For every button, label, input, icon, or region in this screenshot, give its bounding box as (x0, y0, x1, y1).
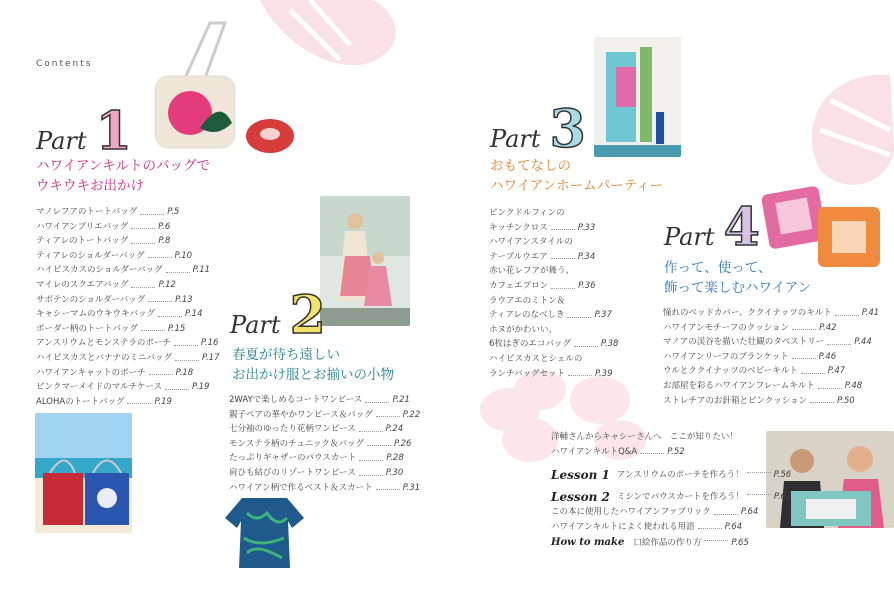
part3-title: おもてなしの ハワイアンホームパーティー (490, 158, 664, 194)
list-item: ホヌがかわいい、 (489, 324, 558, 335)
list-item[interactable]: 憧れのベッドカバー、ククイナッツのキルト P.41 (663, 308, 880, 318)
mother-daughter-photo (320, 196, 410, 326)
list-item[interactable]: ピンクマーメイドのマルチケース P.19 (36, 382, 210, 393)
list-item: ハイビスカスとシェルの (489, 353, 583, 364)
list-item[interactable]: キャシーマムのウキウキバッグ P.14 (36, 309, 203, 320)
list-item[interactable]: ハワイアン柄で作るベスト＆スカート P.31 (229, 482, 421, 493)
monstera-leaf-decoration (790, 70, 894, 190)
list-item[interactable]: 肩ひも結びのリゾートワンピース P.30 (229, 467, 404, 478)
list-item[interactable]: ハワイアンモチーフのクッション P.42 (663, 322, 837, 333)
list-item[interactable]: 親子ペアの華やかワンピース＆バッグ P.22 (229, 409, 421, 420)
list-item[interactable]: お部屋を彩るハワイアンフレームキルト P.48 (663, 380, 863, 391)
part2-title: 春夏が待ち遠しい お出かけ服とお揃いの小物 (232, 347, 394, 383)
list-item[interactable]: 2WAYで楽しめるコートワンピース P.21 (229, 395, 410, 405)
qa-intro: 洋輔さんからキャシーさんへ ここが知りたい！ (551, 432, 738, 442)
part1-title: ハワイアンキルトのバッグで ウキウキお出かけ (36, 158, 211, 194)
list-item[interactable]: ハワイアンキャットのポーチ P.18 (36, 367, 194, 378)
list-item[interactable]: モンステラ柄のチュニック＆バッグ P.26 (229, 438, 412, 449)
list-item[interactable]: アンスリウムとモンステラのポーチ P.16 (36, 338, 219, 349)
lesson-1[interactable]: Lesson 1 アンスリウムのポーチを作ろう！ P.56 (551, 467, 792, 482)
list-item[interactable]: ALOHAのトートバッグ P.19 (36, 396, 172, 407)
list-item[interactable]: キッチンクロス P.33 (489, 222, 596, 233)
part-label: Part (490, 125, 541, 153)
list-item[interactable]: ハワイアンキルトによく使われる用語 P.64 (551, 521, 743, 532)
list-item[interactable]: マノアの渓谷を描いた壮観のタペストリー P.44 (663, 337, 872, 348)
tunic-photo (222, 493, 307, 573)
part3-list (489, 206, 618, 381)
part4-heading (664, 197, 760, 258)
contents-label: Contents (36, 59, 93, 69)
bag-photo (150, 18, 295, 153)
part1-list (36, 205, 220, 409)
list-item: ラウアエのミトン＆ (489, 295, 566, 306)
list-item: ハワイアンスタイルの (489, 237, 573, 248)
part-label: Part (664, 223, 715, 251)
list-item[interactable]: ハイビスカスとバナナのミニバッグ P.17 (36, 352, 220, 363)
howto-section (551, 536, 749, 551)
beach-bags-photo (35, 413, 132, 533)
list-item: 赤い花レフアが舞う、 (489, 266, 575, 277)
part4-list (663, 306, 879, 408)
part1-number: 1 (95, 101, 132, 162)
list-item[interactable]: カフェエプロン P.36 (489, 280, 596, 291)
qa-section (551, 430, 738, 459)
list-item: ピンクドルフィンの (489, 208, 565, 218)
list-item[interactable]: マイレのスクエアバッグ P.12 (36, 279, 176, 290)
howto-link[interactable]: How to make 口絵作品の作り方 P.65 (551, 537, 749, 548)
qa-link[interactable]: ハワイアンキルトQ&A P.52 (551, 446, 685, 457)
list-item[interactable]: 6枚はぎのエコバッグ P.38 (489, 339, 619, 350)
list-item[interactable]: この本に使用したハワイアンファブリック P.64 (551, 507, 759, 517)
list-item[interactable]: ハワイアンリーフのブランケット P.46 (663, 351, 837, 362)
list-item[interactable]: たっぷりギャザーのパウスカート P.28 (229, 453, 404, 464)
lessons-section (551, 464, 791, 508)
list-item[interactable]: テーブルウエア P.34 (489, 251, 596, 262)
list-item[interactable]: ランチバッグセット P.39 (489, 368, 613, 379)
list-item[interactable]: ウルとククイナッツのベビーキルト P.47 (663, 366, 846, 377)
part3-number: 3 (549, 99, 586, 160)
list-item[interactable]: ハワイアンブリエバッグ P.6 (36, 221, 171, 232)
part2-number: 2 (289, 285, 326, 346)
list-item[interactable]: ストレチアのお針箱とピンクッション P.50 (663, 395, 855, 406)
list-item[interactable]: サボテンのショルダーバッグ P.13 (36, 294, 193, 305)
part1-heading (36, 101, 132, 162)
part-label: Part (230, 311, 281, 339)
list-item[interactable]: ボーダー柄のトートバッグ P.15 (36, 323, 186, 334)
part4-number: 4 (723, 197, 760, 258)
kitchen-cloth-photo (594, 37, 681, 157)
extras-section (551, 505, 758, 534)
list-item[interactable]: ハイビスカスのショルダーバッグ P.11 (36, 265, 211, 276)
part2-list (229, 393, 420, 495)
list-item[interactable]: ティアレのショルダーバッグ P.10 (36, 250, 193, 261)
list-item[interactable]: ティアレのなべしき P.37 (489, 310, 612, 321)
list-item[interactable]: 七分袖のゆったり花柄ワンピース P.24 (229, 424, 404, 435)
part3-heading (490, 99, 586, 160)
part4-title: 作って、使って、 飾って楽しむハワイアン (664, 260, 812, 296)
part-label: Part (36, 127, 87, 155)
part2-heading (230, 285, 326, 346)
list-item[interactable]: マノレフアのトートバッグ P.5 (36, 207, 180, 217)
lesson-2[interactable]: Lesson 2 ミシンでパウスカートを作ろう！ P.62 (551, 489, 792, 504)
list-item[interactable]: ティアレのトートバッグ P.8 (36, 236, 171, 247)
